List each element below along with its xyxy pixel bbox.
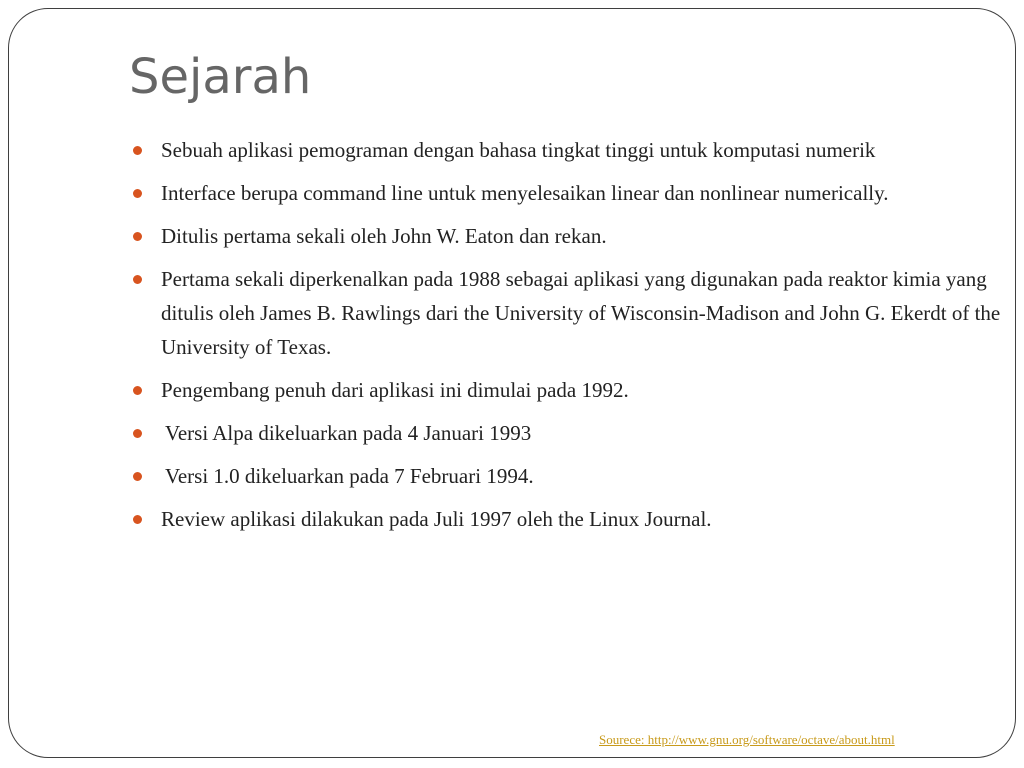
slide-title: Sejarah: [129, 49, 312, 105]
source-link[interactable]: Sourece: http://www.gnu.org/software/octave/about.html: [599, 732, 895, 747]
slide-frame: [8, 8, 1016, 758]
list-item: [133, 133, 1023, 167]
list-item: [133, 176, 1023, 210]
bullet-dot-icon: [133, 429, 142, 438]
bullet-dot-icon: [133, 472, 142, 481]
list-item: [133, 219, 1023, 253]
bullet-list: [133, 133, 1023, 545]
list-item: [133, 262, 1023, 364]
bullet-text: Ditulis pertama sekali oleh John W. Eaton dan rekan.: [161, 224, 607, 248]
list-item: [133, 416, 1023, 450]
list-item: [133, 459, 1023, 493]
bullet-dot-icon: [133, 189, 142, 198]
bullet-text: Versi 1.0 dikeluarkan pada 7 Februari 1994.: [165, 464, 534, 488]
bullet-dot-icon: [133, 275, 142, 284]
list-item: [133, 373, 1023, 407]
list-item: [133, 502, 1023, 536]
bullet-text: Pengembang penuh dari aplikasi ini dimulai pada 1992.: [161, 378, 629, 402]
bullet-dot-icon: [133, 146, 142, 155]
bullet-text: Pertama sekali diperkenalkan pada 1988 sebagai aplikasi yang digunakan pada reaktor kimia yang ditulis oleh James B. Rawlings dari the University of Wisconsin-Madison and John G. Ekerdt of the University of Texas.: [161, 267, 1001, 359]
bullet-text: Review aplikasi dilakukan pada Juli 1997 oleh the Linux Journal.: [161, 507, 712, 531]
bullet-dot-icon: [133, 515, 142, 524]
bullet-dot-icon: [133, 232, 142, 241]
bullet-text: Interface berupa command line untuk menyelesaikan linear dan nonlinear numerically.: [161, 181, 889, 205]
bullet-dot-icon: [133, 386, 142, 395]
bullet-text: Versi Alpa dikeluarkan pada 4 Januari 1993: [165, 421, 532, 445]
bullet-text: Sebuah aplikasi pemograman dengan bahasa tingkat tinggi untuk komputasi numerik: [161, 138, 876, 162]
